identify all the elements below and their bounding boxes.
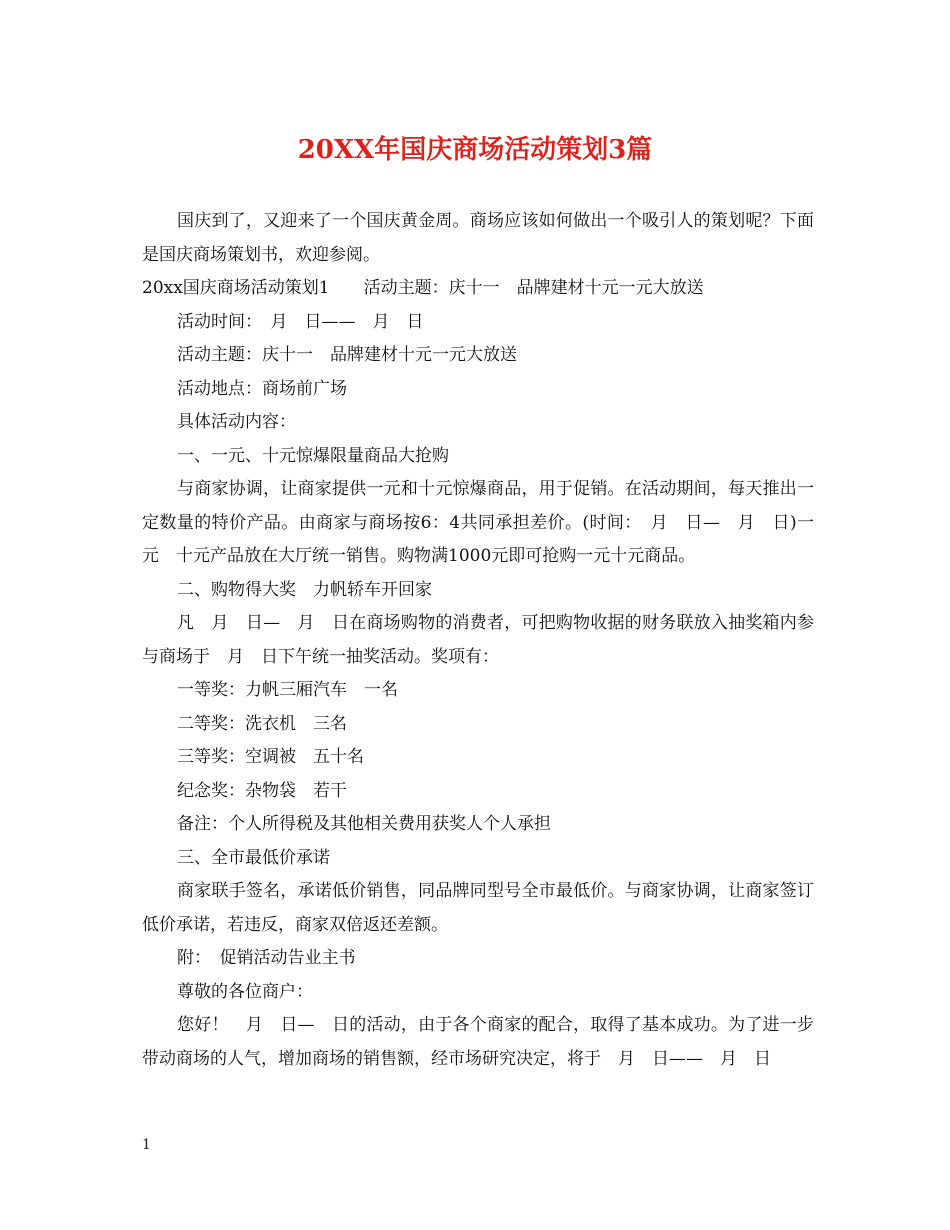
prize-souvenir: 纪念奖：杂物袋 若干 bbox=[177, 780, 347, 801]
prize-second: 二等奖：洗衣机 三名 bbox=[177, 713, 347, 734]
paragraph-plan-heading: 20xx国庆商场活动策划1 活动主题：庆十一 品牌建材十元一元大放送 bbox=[142, 278, 704, 298]
paragraph-activity-location: 活动地点：商场前广场 bbox=[177, 378, 347, 399]
paragraph-activity-time: 活动时间： 月 日—— 月 日 bbox=[177, 311, 424, 332]
paragraph-section-2-body: 凡 月 日— 月 日在商场购物的消费者，可把购物收据的财务联放入抽奖箱内参与商场于 月 日下午统一抽奖活动。奖项有： bbox=[142, 613, 814, 667]
prize-third: 三等奖：空调被 五十名 bbox=[177, 747, 364, 767]
paragraph-letter-body: 您好！ 月 日— 日的活动，由于各个商家的配合，取得了基本成功。为了进一步带动商场的人气，增加商场的销售额，经市场研究决定，将于 月 日—— 月 日 bbox=[142, 1015, 814, 1069]
section-heading-1: 一、一元、十元惊爆限量商品大抢购 bbox=[177, 445, 449, 466]
paragraph-section-3-body: 商家联手签名，承诺低价销售，同品牌同型号全市最低价。与商家协调，让商家签订低价承诺，若违反，商家双倍返还差额。 bbox=[142, 881, 814, 935]
section-heading-2: 二、购物得大奖 力帆轿车开回家 bbox=[177, 579, 432, 600]
paragraph-salutation: 尊敬的各位商户： bbox=[177, 981, 313, 1002]
paragraph-section-1-body: 与商家协调，让商家提供一元和十元惊爆商品，用于促销。在活动期间，每天推出一定数量的特价产品。由商家与商场按6：4共同承担差价。(时间： 月 日— 月 日)一元 十元产品放在大厅统一销售。购物满1000元即可抢购一元十元商品。 bbox=[142, 479, 814, 566]
paragraph-content-heading: 具体活动内容： bbox=[177, 412, 296, 432]
section-heading-3: 三、全市最低价承诺 bbox=[177, 847, 330, 868]
paragraph-intro: 国庆到了，又迎来了一个国庆黄金周。商场应该如何做出一个吸引人的策划呢？下面是国庆商场策划书，欢迎参阅。 bbox=[142, 211, 814, 265]
paragraph-appendix: 附： 促销活动告业主书 bbox=[177, 948, 356, 968]
paragraph-activity-theme: 活动主题：庆十一 品牌建材十元一元大放送 bbox=[177, 345, 517, 365]
document-body bbox=[142, 205, 814, 1076]
prize-first: 一等奖：力帆三厢汽车 一名 bbox=[177, 680, 398, 700]
paragraph-remark: 备注：个人所得税及其他相关费用获奖人个人承担 bbox=[177, 814, 551, 834]
page-number: 1 bbox=[142, 1137, 151, 1153]
document-title: 20XX年国庆商场活动策划3篇 bbox=[297, 135, 653, 165]
